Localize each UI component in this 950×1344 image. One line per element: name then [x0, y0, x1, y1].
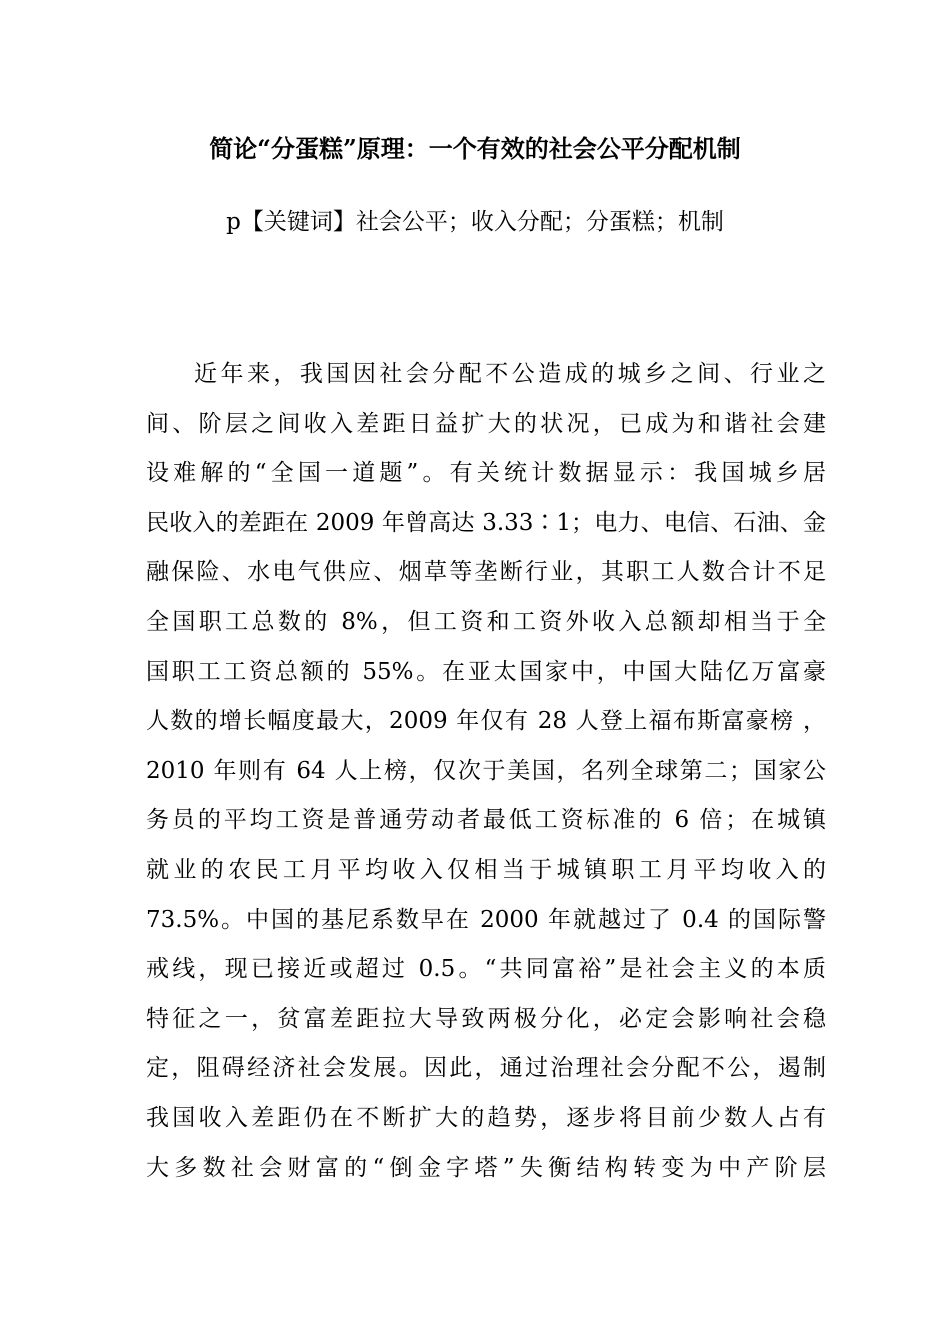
body-line: 73.5%。中国的基尼系数早在 2000 年就越过了 0.4 的国际警 [146, 906, 826, 933]
body-line: 务员的平均工资是普通劳动者最低工资标准的 6 倍；在城镇 [146, 807, 826, 834]
body-line: 近年来，我国因社会分配不公造成的城乡之间、行业之 [194, 361, 826, 387]
body-line: 大多数社会财富的“倒金字塔”失衡结构转变为中产阶层 [146, 1154, 826, 1181]
body-line: 设难解的“全国一道题”。有关统计数据显示：我国城乡居 [146, 460, 826, 487]
body-line: 特征之一，贫富差距拉大导致两极分化，必定会影响社会稳 [146, 1005, 826, 1032]
body-line: 民收入的差距在 2009 年曾高达 3.33∶1；电力、电信、石油、金 [146, 509, 826, 536]
body-line: 2010 年则有 64 人上榜，仅次于美国，名列全球第二；国家公 [146, 757, 826, 784]
document-title: 简论“分蛋糕”原理：一个有效的社会公平分配机制 [209, 134, 741, 163]
body-line: 定，阻碍经济社会发展。因此，通过治理社会分配不公，遏制 [146, 1055, 826, 1082]
body-line: 国职工工资总额的 55%。在亚太国家中，中国大陆亿万富豪 [146, 658, 826, 685]
body-line: 我国收入差距仍在不断扩大的趋势，逐步将目前少数人占有 [146, 1104, 826, 1131]
body-line: 人数的增长幅度最大，2009 年仅有 28 人登上福布斯富豪榜 ， [146, 708, 826, 735]
body-line: 戒线，现已接近或超过 0.5。“共同富裕”是社会主义的本质 [146, 956, 826, 983]
keywords-line: p【关键词】社会公平；收入分配；分蛋糕；机制 [226, 209, 724, 235]
body-line: 就业的农民工月平均收入仅相当于城镇职工月平均收入的 [146, 856, 826, 883]
body-line: 全国职工总数的 8%，但工资和工资外收入总额却相当于全 [146, 608, 826, 635]
body-paragraph [146, 350, 826, 1193]
body-line: 融保险、水电气供应、烟草等垄断行业，其职工人数合计不足 [146, 559, 826, 586]
body-line: 间、阶层之间收入差距日益扩大的状况，已成为和谐社会建 [146, 410, 826, 437]
